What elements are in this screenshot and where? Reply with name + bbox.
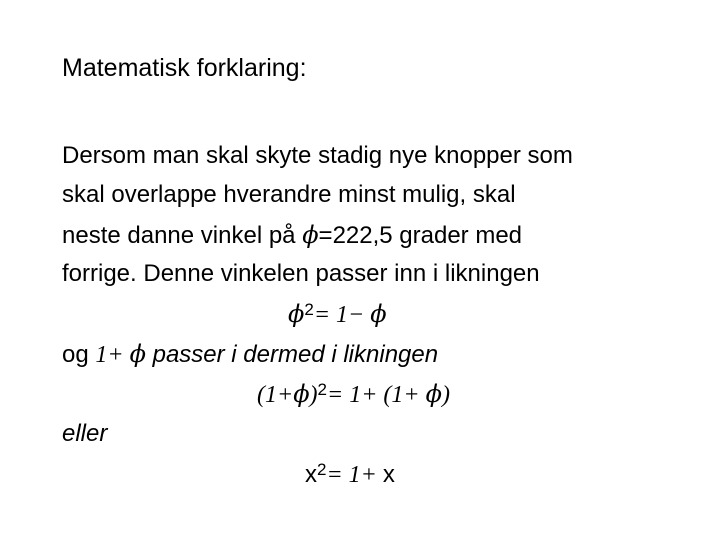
og-word: og (62, 341, 96, 368)
equation-rhs: = 1+ (326, 462, 383, 488)
line6-text: passer i dermed i likningen (145, 341, 439, 368)
body-line-3 (62, 217, 522, 254)
equation-open: (1+ (257, 382, 294, 408)
body-line-2: skal overlappe hverandre minst mulig, skal (62, 181, 516, 208)
eller-word: eller (62, 420, 108, 447)
exponent: 2 (317, 460, 327, 479)
equation-phi-squared (288, 296, 387, 335)
equation-rhs-close: ) (441, 382, 450, 408)
exponent: 2 (304, 300, 314, 319)
phi-symbol: ϕ (293, 380, 310, 408)
exponent: 2 (317, 380, 328, 399)
line3-text-after: =222,5 grader med (318, 222, 523, 249)
phi-symbol: ϕ (288, 300, 305, 328)
line3-text-before: neste danne vinkel på (62, 222, 303, 249)
expression-one-plus-phi: 1+ (95, 342, 130, 368)
equation-rhs: = 1+ (1+ (327, 382, 426, 408)
body-line-4: forrige. Denne vinkelen passer inn i likningen (62, 260, 540, 287)
equation-rhs: = 1− (313, 302, 371, 328)
phi-symbol: ϕ (302, 221, 319, 249)
phi-symbol: ϕ (129, 340, 146, 368)
body-line-6 (62, 336, 438, 373)
variable-x: x (382, 461, 395, 488)
body-line-1: Dersom man skal skyte stadig nye knopper som (62, 142, 573, 169)
slide-title: Matematisk forklaring: (62, 54, 307, 82)
equation-close: ) (309, 382, 318, 408)
phi-symbol: ϕ (370, 300, 387, 328)
phi-symbol: ϕ (425, 380, 442, 408)
equation-x-squared (305, 457, 395, 495)
variable-x: x (305, 461, 317, 488)
equation-one-plus-phi-squared (257, 376, 450, 415)
